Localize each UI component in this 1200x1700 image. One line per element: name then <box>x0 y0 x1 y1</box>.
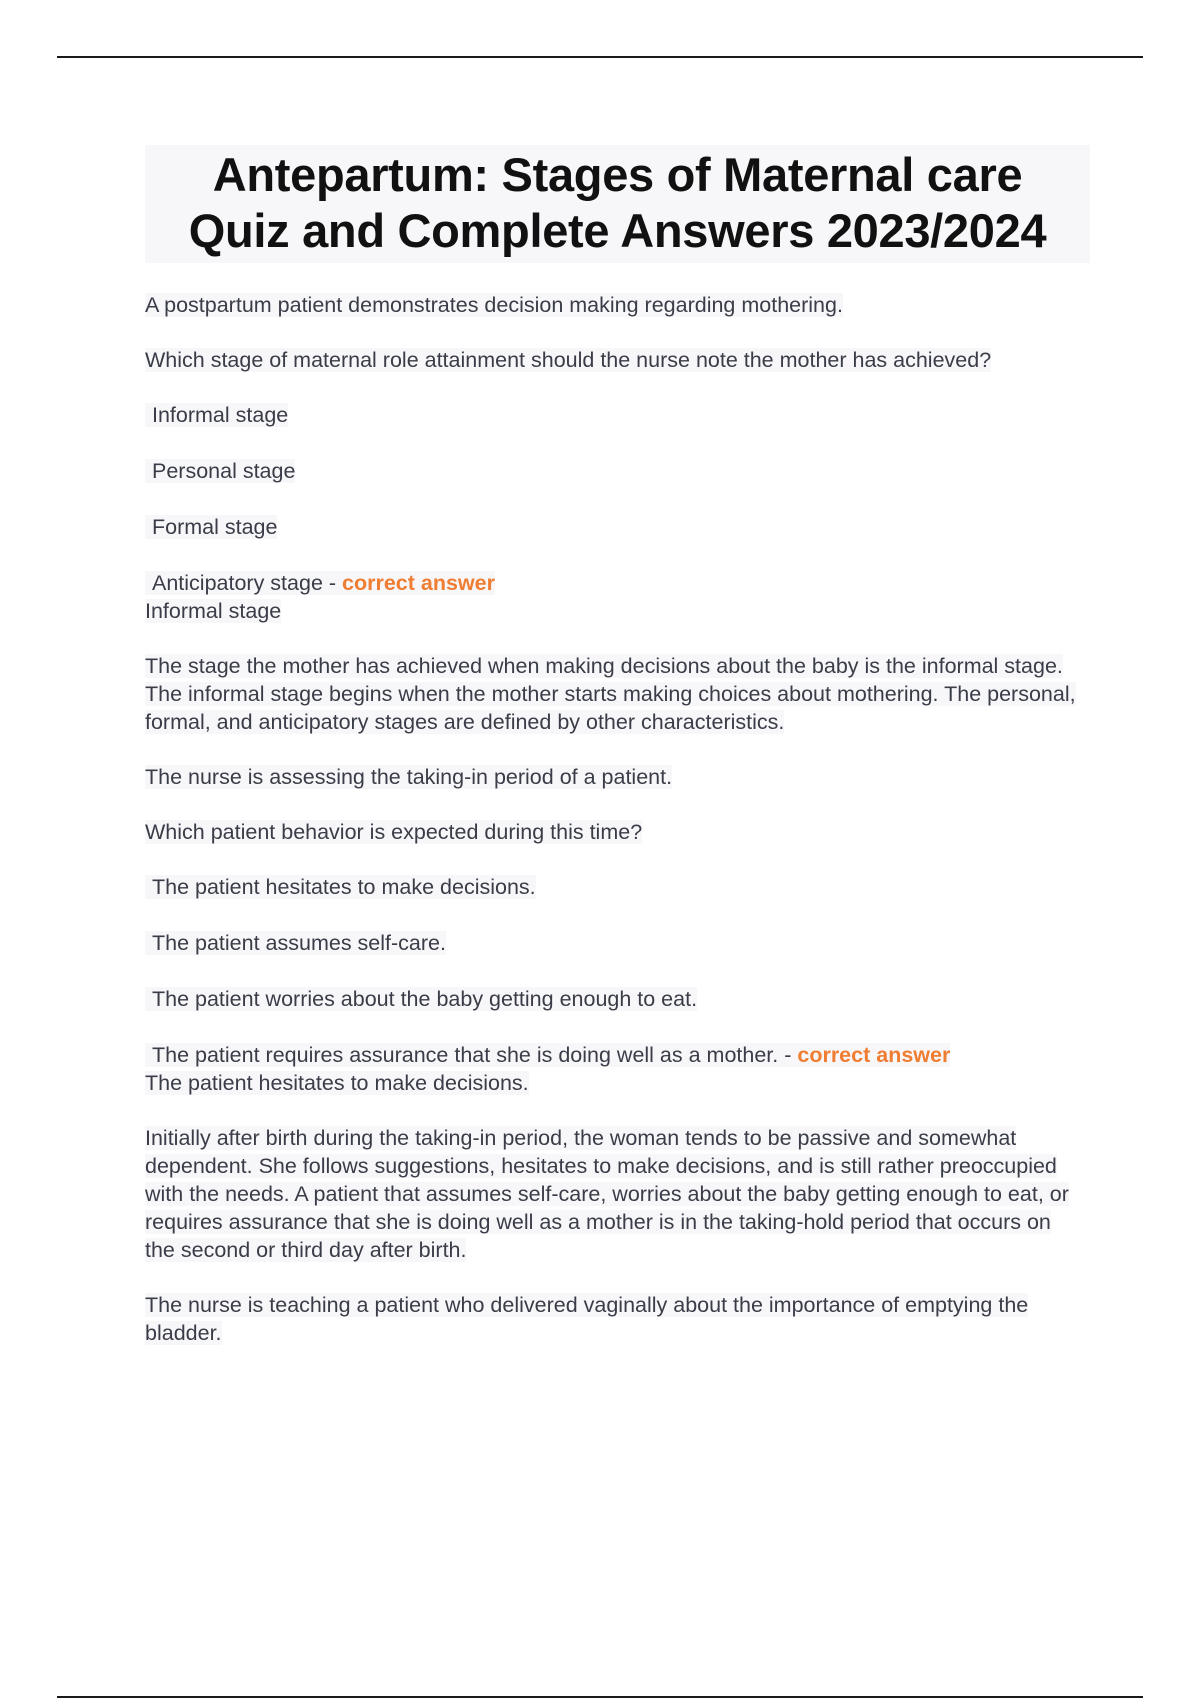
question-1-answer: Informal stage <box>145 599 282 623</box>
question-2-correct-label: correct answer <box>797 1043 951 1067</box>
question-2-option-4: The patient requires assurance that she is doing well as a mother. - <box>145 1043 797 1067</box>
question-1-rationale: The stage the mother has achieved when making decisions about the baby is the informal stage. The informal stage begins when the mother starts making choices about mothering. The personal, formal, and anticipatory stages are defined by other characteristics. <box>145 654 1076 734</box>
question-1-correct-label: correct answer <box>342 571 495 595</box>
title-line-2: Quiz and Complete Answers 2023/2024 <box>188 204 1047 257</box>
title-line-1: Antepartum: Stages of Maternal care <box>212 148 1023 201</box>
document-title <box>145 145 1090 263</box>
question-1-answer-group <box>145 569 1090 625</box>
question-2-answer-group <box>145 1041 1090 1097</box>
question-3 <box>145 1291 1090 1347</box>
question-1-option-1: Informal stage <box>145 401 1090 429</box>
question-3-stem-1: The nurse is teaching a patient who delivered vaginally about the importance of emptying the bladder. <box>145 1293 1029 1345</box>
top-rule <box>57 56 1143 58</box>
question-1-stem-2: Which stage of maternal role attainment should the nurse note the mother has achieved? <box>145 348 992 372</box>
question-1-option-2: Personal stage <box>145 457 1090 485</box>
question-1-option-4: Anticipatory stage - <box>145 571 342 595</box>
document-body <box>145 145 1090 1374</box>
bottom-rule <box>57 1696 1143 1698</box>
question-2-option-1: The patient hesitates to make decisions. <box>145 873 1090 901</box>
question-1-option-3: Formal stage <box>145 513 1090 541</box>
question-2-stem-1: The nurse is assessing the taking-in period of a patient. <box>145 765 673 789</box>
question-1 <box>145 291 1090 736</box>
question-1-stem-1: A postpartum patient demonstrates decision making regarding mothering. <box>145 293 843 317</box>
question-2-stem-2: Which patient behavior is expected during this time? <box>145 820 643 844</box>
question-2-answer: The patient hesitates to make decisions. <box>145 1071 529 1095</box>
question-2-rationale: Initially after birth during the taking-in period, the woman tends to be passive and somewhat dependent. She follows suggestions, hesitates to make decisions, and is still rather preoccupied with the needs. A patient that assumes self-care, worries about the baby getting enough to eat, or requires assurance that she is doing well as a mother is in the taking-hold period that occurs on the second or third day after birth. <box>145 1126 1069 1262</box>
question-2-option-3: The patient worries about the baby getting enough to eat. <box>145 985 1090 1013</box>
question-2 <box>145 763 1090 1264</box>
question-2-option-2: The patient assumes self-care. <box>145 929 1090 957</box>
